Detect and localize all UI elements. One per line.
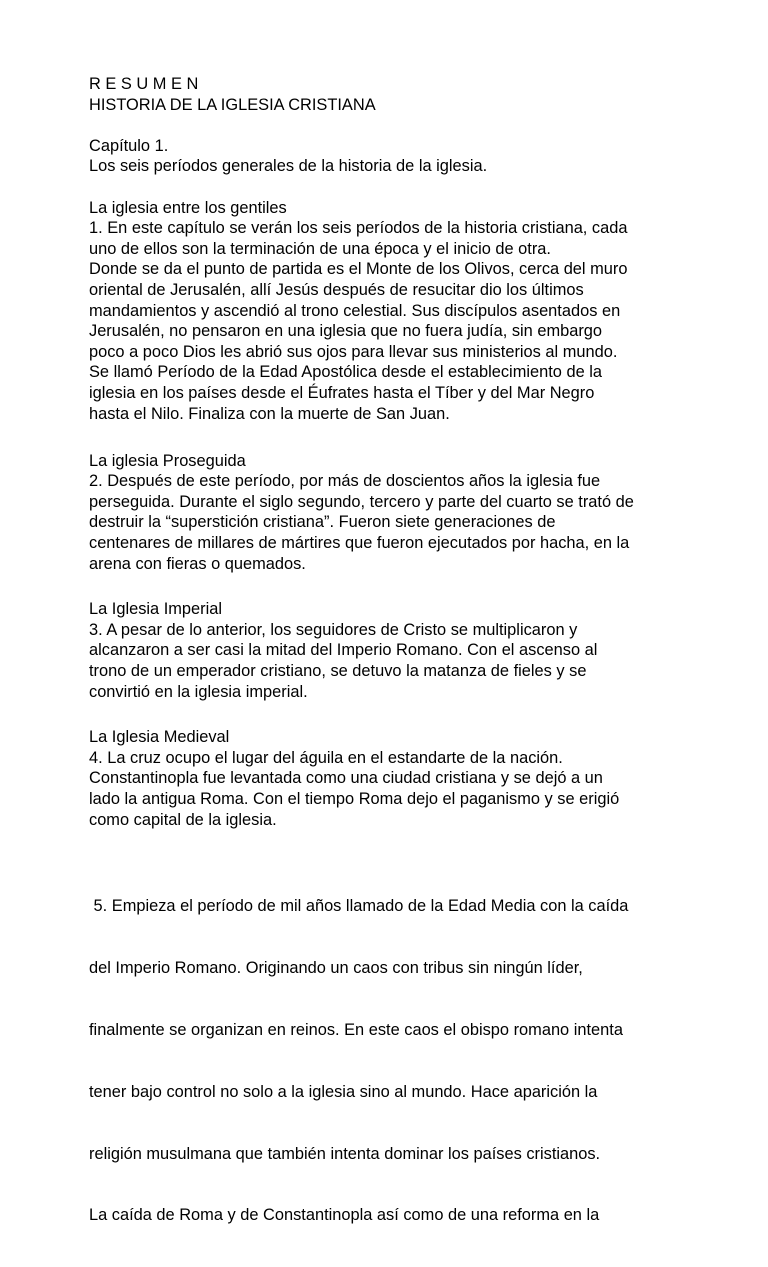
paragraph-line: finalmente se organizan en reinos. En este caos el obispo romano intenta xyxy=(89,1020,623,1039)
paragraph-line: 1. En este capítulo se verán los seis períodos de la historia cristiana, cada xyxy=(89,219,628,238)
paragraph-line: Se llamó Período de la Edad Apostólica desde el establecimiento de la xyxy=(89,363,602,382)
section-imperial xyxy=(89,599,709,702)
section-edad-media xyxy=(89,855,709,1267)
document-body xyxy=(89,74,709,1267)
paragraph-line: arena con fieras o quemados. xyxy=(89,554,306,573)
paragraph-line: iglesia en los países desde el Éufrates hasta el Tíber y del Mar Negro xyxy=(89,383,595,402)
section-heading: La Iglesia Medieval xyxy=(89,728,230,747)
paragraph-line: trono de un emperador cristiano, se detuvo la matanza de fieles y se xyxy=(89,662,587,681)
section-heading: La iglesia Proseguida xyxy=(89,451,246,470)
paragraph-line: religión musulmana que también intenta dominar los países cristianos. xyxy=(89,1144,601,1163)
section-gentiles xyxy=(89,198,709,425)
paragraph-line: convirtió en la iglesia imperial. xyxy=(89,682,308,701)
paragraph-line: lado la antigua Roma. Con el tiempo Roma dejo el paganismo y se erigió xyxy=(89,790,620,808)
paragraph-line: Constantinopla fue levantada como una ciudad cristiana y se dejó a un xyxy=(89,769,603,788)
section-heading: La Iglesia Imperial xyxy=(89,600,223,619)
paragraph-line: centenares de millares de mártires que fueron ejecutados por hacha, en la xyxy=(89,534,630,553)
paragraph-line: destruir la “superstición cristiana”. Fueron siete generaciones de xyxy=(89,513,556,532)
paragraph-line: uno de ellos son la terminación de una época y el inicio de otra. xyxy=(89,239,551,258)
section-medieval xyxy=(89,727,709,830)
paragraph-line: 3. A pesar de lo anterior, los seguidores de Cristo se multiplicaron y xyxy=(89,620,578,639)
paragraph-line: alcanzaron a ser casi la mitad del Imperio Romano. Con el ascenso al xyxy=(89,641,598,660)
paragraph-line: tener bajo control no solo a la iglesia sino al mundo. Hace aparición la xyxy=(89,1082,598,1101)
paragraph-line: oriental de Jerusalén, allí Jesús después de resucitar dio los últimos xyxy=(89,280,584,299)
chapter-subtitle: Los seis períodos generales de la historia de la iglesia. xyxy=(89,157,488,176)
section-proseguida xyxy=(89,451,709,575)
document-title: HISTORIA DE LA IGLESIA CRISTIANA xyxy=(89,95,376,114)
paragraph-line: La caída de Roma y de Constantinopla así como de una reforma en la xyxy=(89,1206,600,1225)
paragraph-line: perseguida. Durante el siglo segundo, tercero y parte del cuarto se trató de xyxy=(89,492,634,511)
paragraph-line: Donde se da el punto de partida es el Monte de los Olivos, cerca del muro xyxy=(89,260,628,279)
paragraph-line: como capital de la iglesia. xyxy=(89,810,277,829)
paragraph-line: 2. Después de este período, por más de doscientos años la iglesia fue xyxy=(89,472,601,491)
paragraph-line: mandamientos y ascendió al trono celestial. Sus discípulos asentados en xyxy=(89,301,621,320)
paragraph-line: poco a poco Dios les abrió sus ojos para llevar sus ministerios al mundo. xyxy=(89,342,618,361)
paragraph-line: 5. Empieza el período de mil años llamado de la Edad Media con la caída xyxy=(89,897,629,916)
summary-label: R E S U M E N xyxy=(89,75,199,93)
section-heading: La iglesia entre los gentiles xyxy=(89,198,287,217)
paragraph-line: 4. La cruz ocupo el lugar del águila en el estandarte de la nación. xyxy=(89,748,563,767)
paragraph-line: Jerusalén, no pensaron en una iglesia que no fuera judía, sin embargo xyxy=(89,322,603,341)
paragraph-line: del Imperio Romano. Originando un caos con tribus sin ningún líder, xyxy=(89,959,583,978)
chapter-label: Capítulo 1. xyxy=(89,136,169,155)
paragraph-line: hasta el Nilo. Finaliza con la muerte de San Juan. xyxy=(89,404,450,423)
